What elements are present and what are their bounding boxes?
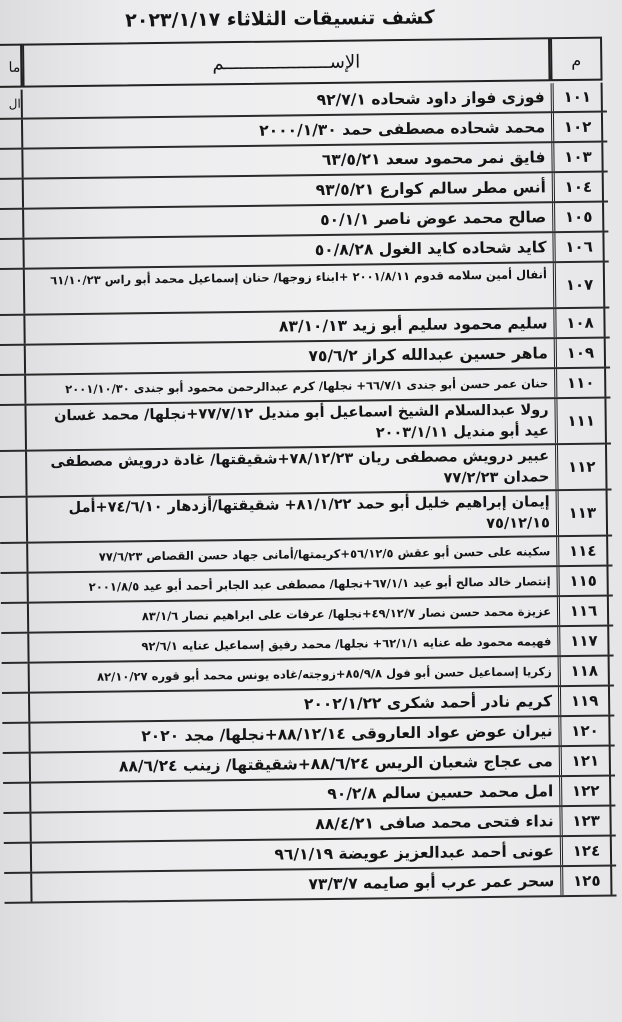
row-number-cell: ١١١ — [554, 399, 607, 444]
row-name-cell: فهيمه محمود طه عنايه ٦٢/١/١+ نجلها/ محمد رفيق إسماعيل عنايه ٩٢/٦/١ — [141, 634, 552, 654]
row-name-cell: محمد شحاده مصطفى حمد ٢٠٠٠/١/٣٠ — [259, 118, 546, 140]
row-name-cell: سحر عمر عرب أبو صايمه ٧٣/٣/٧ — [308, 872, 555, 894]
row-name-cell: ماهر حسين عبدالله كراز ٧٥/٦/٢ — [308, 344, 548, 366]
row-number-cell: ١٢٤ — [560, 837, 612, 866]
row-number-cell: ١١٩ — [558, 687, 610, 716]
table-body — [0, 83, 617, 904]
row-extra-cell — [0, 120, 23, 148]
row-extra-cell — [0, 498, 28, 542]
row-extra-cell — [2, 694, 30, 722]
row-extra-cell — [0, 180, 24, 208]
row-number-cell: ١٠٧ — [553, 263, 606, 308]
row-extra-cell — [0, 346, 26, 374]
table-header — [0, 33, 607, 88]
row-number-cell: ١١٤ — [556, 537, 608, 566]
header-extra-cell: ما — [0, 44, 23, 88]
row-extra-cell — [1, 634, 29, 662]
row-name-cell: زكريا إسماعيل حسن أبو فول ٨٥/٩/٨+زوجته/غاده يونس محمد أبو قوره ٨٢/١٠/٢٧ — [97, 664, 552, 684]
row-name-cell: كايد شحاده كايد الغول ٥٠/٨/٢٨ — [314, 238, 547, 260]
row-name-cell: رولا عبدالسلام الشيخ اسماعيل أبو منديل ٧٧/٧/١٢+نجلها/ محمد غسان عيد أبو منديل ٢٠٠٣/١/١١ — [53, 402, 549, 442]
row-number-cell: ١١٣ — [556, 491, 609, 536]
row-number-cell: ١٠٨ — [553, 309, 605, 338]
row-extra-cell — [0, 544, 28, 572]
row-name-cell: نيران عوض عواد العاروقى ٨٨/١٢/١٤+نجلها/ مجد ٢٠٢٠ — [141, 722, 553, 746]
row-number-cell: ١٢٥ — [560, 867, 612, 896]
row-name-cell: صالح محمد عوض ناصر ٥٠/١/١ — [320, 208, 547, 230]
row-number-cell: ١٠٦ — [552, 233, 604, 262]
row-extra-cell — [0, 316, 26, 344]
row-name-cell: سكينه على حسن أبو عقش ٥٦/١٢/٥+كريمتها/أمانى جهاد حسن القصاص ٧٧/٦/٢٣ — [98, 544, 551, 564]
row-name-cell: فايق نمر محمود سعد ٦٣/٥/٢١ — [321, 148, 546, 170]
table-row — [4, 866, 616, 903]
row-name-cell: نداء فتحى محمد صافى ٨٨/٤/٢١ — [315, 812, 554, 834]
header-name-cell: الإســــــــــــــــــــم — [22, 37, 550, 87]
names-table — [0, 33, 617, 942]
row-name-cell: امل محمد حسين سالم ٩٠/٢/٨ — [327, 782, 554, 803]
row-number-cell: ١٠٥ — [552, 203, 604, 232]
row-number-cell: ١١٢ — [555, 445, 608, 490]
row-name-cell: سليم محمود سليم أبو زيد ٨٣/١٠/١٣ — [278, 314, 548, 336]
row-number-cell: ١٠٩ — [554, 339, 606, 368]
row-number-cell: ١٢١ — [559, 747, 611, 776]
table-row — [0, 398, 611, 451]
row-number-cell: ١١٧ — [557, 627, 609, 656]
table-row — [0, 444, 612, 497]
row-extra-cell — [3, 754, 31, 782]
row-name-cell: أنفال أمين سلامه قدوم ٢٠٠١/٨/١١ +ابناء زوجها/ حنان إسماعيل محمد أبو راس ٦١/١٠/٢٣ — [50, 267, 547, 288]
row-name-cell: عبير درويش مصطفى ريان ٧٨/١٢/٢٣+شقيقتها/ غادة درويش مصطفى حمدان ٧٧/٢/٢٣ — [50, 448, 550, 487]
row-extra-cell — [4, 874, 32, 902]
row-extra-cell — [0, 376, 26, 404]
row-extra-cell — [0, 240, 25, 268]
row-extra-cell — [0, 210, 24, 238]
row-number-cell: ١٢٢ — [559, 777, 611, 806]
row-extra-cell — [0, 150, 24, 178]
row-number-cell: ١١٨ — [558, 657, 610, 686]
row-name-cell: كريم نادر أحمد شكرى ٢٠٠٢/١/٢٢ — [303, 692, 553, 714]
row-extra-cell — [2, 724, 30, 752]
page-title: كشف تنسيقات الثلاثاء ٢٠٢٣/١/١٧ — [125, 6, 435, 32]
row-name-cell: إيمان إبراهيم خليل أبو حمد ٨١/١/٢٢+ شقيقتها/أزدهار ٧٤/٦/١٠+أمل ٧٥/١٢/١٥ — [68, 494, 551, 533]
row-extra-cell — [1, 574, 29, 602]
header-number-cell: م — [550, 37, 603, 82]
row-number-cell: ١٠٢ — [551, 113, 603, 142]
row-name-cell: مى عجاج شعبان الريس ٨٨/٦/٢٤+شقيقتها/ زينب ٨٨/٦/٢٤ — [118, 752, 553, 776]
table-row — [0, 263, 609, 316]
row-number-cell: ١٠٤ — [552, 173, 604, 202]
table-row — [0, 490, 612, 543]
row-extra-cell — [0, 452, 28, 496]
row-name-cell: حنان عمر حسن أبو جندى ٦٦/٧/١+ نجلها/ كرم عبدالرحمن محمود أبو جندى ٢٠٠١/١٠/٣٠ — [65, 376, 549, 397]
row-extra-cell — [3, 784, 31, 812]
row-extra-cell — [0, 270, 25, 314]
row-number-cell: ١١٦ — [557, 597, 609, 626]
row-number-cell: ١١٠ — [554, 369, 606, 398]
row-extra-cell — [2, 664, 30, 692]
row-name-cell: عونى أحمد عبدالعزيز عويضة ٩٦/١/١٩ — [274, 842, 555, 864]
row-number-cell: ١٢٠ — [558, 717, 610, 746]
row-name-cell: إنتصار خالد صالح أبو عيد ٦٧/١/١+نجلها/ مصطفى عبد الجابر أحمد أبو عيد ٢٠٠١/٨/٥ — [88, 574, 551, 594]
row-extra-cell — [3, 814, 31, 842]
row-number-cell: ١١٥ — [556, 567, 608, 596]
row-number-cell: ١٠٣ — [551, 143, 603, 172]
row-name-cell: فوزى فواز داود شحاده ٩٢/٧/١ — [316, 88, 545, 110]
row-extra-cell — [0, 406, 27, 450]
row-extra-cell — [1, 604, 29, 632]
row-name-cell: أنس مطر سالم كوارع ٩٣/٥/٢١ — [315, 178, 546, 200]
row-extra-cell — [4, 844, 32, 872]
row-extra-cell: ال — [0, 90, 23, 118]
row-number-cell: ١٠١ — [551, 83, 603, 112]
row-name-cell: عزيزة محمد حسن نصار ٤٩/١٢/٧+نجلها/ عرفات على ابراهيم نصار ٨٣/١/٦ — [141, 604, 552, 624]
row-number-cell: ١٢٣ — [559, 807, 611, 836]
